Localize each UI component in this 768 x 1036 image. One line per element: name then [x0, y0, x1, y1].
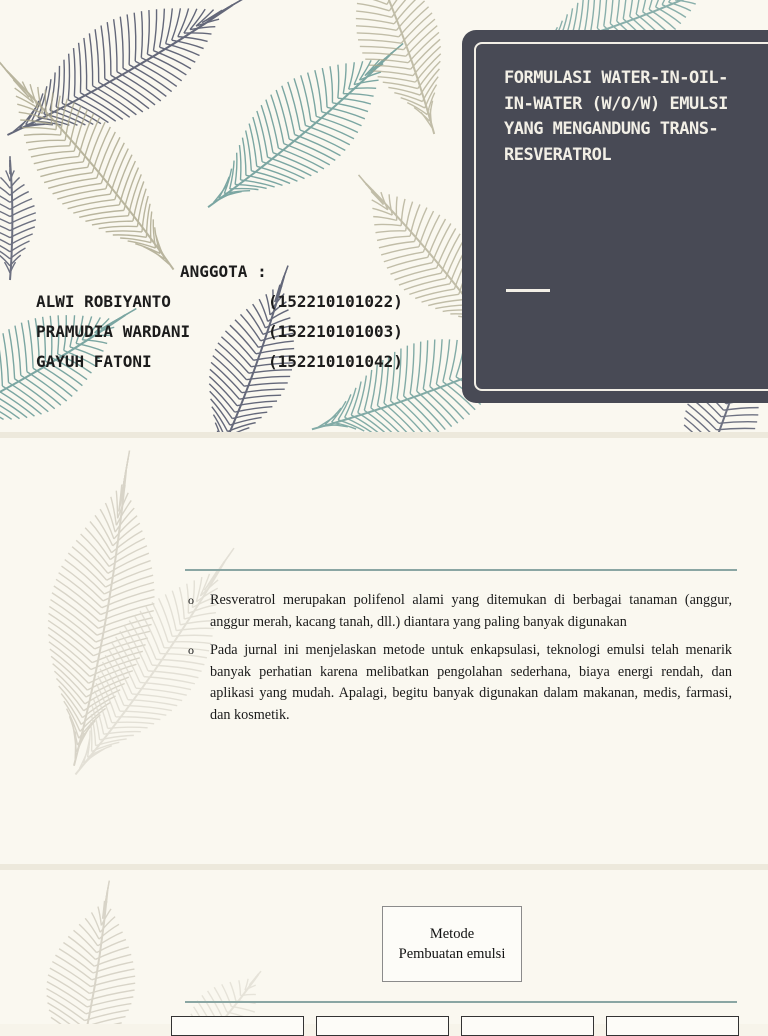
list-item — [188, 640, 732, 726]
title-divider — [506, 289, 550, 292]
bullet-text: Resveratrol merupakan polifenol alami yang ditemukan di berbagai tanaman (anggur, anggur merah, kacang tanah, dll.) diantara yang paling banyak digunakan — [210, 592, 732, 630]
method-step-box — [171, 1016, 304, 1036]
bullet-text: Pada jurnal ini menjelaskan metode untuk enkapsulasi, teknologi emulsi telah menarik banyak perhatian karena melibatkan pengolahan sederhana, biaya energi rendah, dan aplikasi yang mudah. Apalagi, begitu banyak digunakan dalam makanan, medis, farmasi, dan kosmetik. — [210, 642, 732, 723]
diagram-rule — [185, 1001, 737, 1003]
feather-shape — [29, 873, 152, 1024]
bullet-marker: o — [188, 593, 194, 607]
list-item — [188, 590, 732, 633]
member-name: GAYUH FATONI — [36, 352, 152, 371]
method-step-box — [316, 1016, 449, 1036]
member-nim: (152210101022) — [268, 292, 403, 311]
feather-shape — [159, 952, 284, 1024]
member-nim: (152210101003) — [268, 322, 403, 341]
title-slide — [0, 0, 768, 432]
method-box-line1: Metode — [429, 926, 475, 942]
member-row — [36, 322, 436, 352]
feather-shape — [0, 0, 271, 177]
member-name: PRAMUDIA WARDANI — [36, 322, 191, 341]
member-row — [36, 292, 436, 322]
feather-shape — [324, 0, 471, 148]
presentation-title: FORMULASI WATER-IN-OIL-IN-WATER (W/O/W) EMULSI YANG MENGANDUNG TRANS-RESVERATROL — [504, 68, 728, 165]
bullet-list — [188, 590, 732, 733]
member-row — [36, 352, 436, 382]
feather-shape — [0, 156, 36, 280]
feather-shape — [179, 8, 433, 242]
feather-shape — [0, 30, 207, 298]
bullet-marker: o — [188, 643, 194, 657]
method-box — [382, 906, 522, 982]
content-rule — [185, 569, 737, 571]
member-name: ALWI ROBIYANTO — [36, 292, 171, 311]
method-step-box — [461, 1016, 594, 1036]
method-step-box — [606, 1016, 739, 1036]
member-nim: (152210101042) — [268, 352, 403, 371]
members-heading: ANGGOTA : — [180, 262, 267, 281]
method-box-line2: Pembuatan emulsi — [398, 946, 506, 962]
